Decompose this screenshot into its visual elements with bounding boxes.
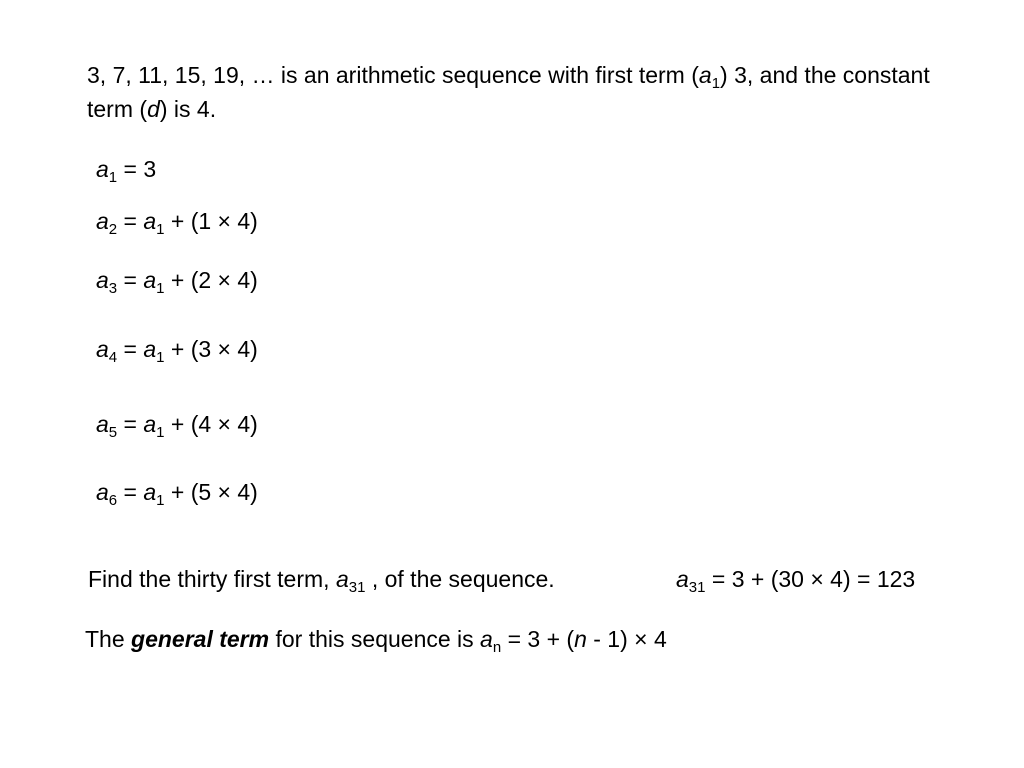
intro-text-3: ) is 4. — [159, 96, 217, 122]
intro-d-var: d — [147, 96, 160, 122]
term-rhs: = 3 — [123, 156, 157, 182]
term-equation-1 — [96, 152, 156, 186]
first-term-var: a — [143, 479, 157, 505]
first-term-var: a — [143, 208, 157, 234]
general-text-3: = 3 + ( — [501, 626, 575, 652]
intro-text-2: ) 3, and the constant term ( — [87, 62, 930, 122]
term-var: a — [96, 156, 109, 182]
first-term-subscript: 1 — [156, 280, 165, 297]
first-term-subscript: 1 — [156, 221, 165, 238]
question-subscript: 31 — [348, 579, 366, 596]
answer-subscript: 31 — [688, 579, 706, 596]
intro-a-subscript: 1 — [711, 75, 721, 92]
term-rhs: + (3 × 4) — [164, 336, 258, 362]
term-var: a — [96, 267, 109, 293]
term-var: a — [96, 479, 109, 505]
term-subscript: 4 — [108, 349, 118, 366]
term-rhs: + (4 × 4) — [164, 411, 258, 437]
term-equals: = — [117, 267, 144, 293]
term-rhs: + (2 × 4) — [164, 267, 258, 293]
term-equals: = — [117, 411, 144, 437]
general-text-1: The — [85, 626, 132, 652]
first-term-var: a — [143, 411, 157, 437]
first-term-var: a — [143, 336, 157, 362]
answer-rhs: = 3 + (30 × 4) = 123 — [705, 566, 916, 592]
term-equation-4 — [96, 332, 258, 366]
term-var: a — [96, 336, 109, 362]
answer-equation — [676, 562, 915, 596]
general-text-4: - 1) × 4 — [586, 626, 667, 652]
general-term-emphasis: general term — [131, 626, 270, 652]
intro-text-1: 3, 7, 11, 15, 19, … is an arithmetic sequence with first term ( — [87, 62, 699, 88]
term-var: a — [96, 208, 109, 234]
term-equals: = — [117, 208, 144, 234]
question-text-2: , of the sequence. — [365, 566, 555, 592]
general-subscript: n — [492, 639, 502, 656]
first-term-subscript: 1 — [156, 492, 165, 509]
intro-paragraph — [87, 58, 957, 126]
first-term-subscript: 1 — [156, 349, 165, 366]
term-equation-6 — [96, 475, 258, 509]
term-rhs: + (1 × 4) — [164, 208, 258, 234]
term-equation-2 — [96, 204, 258, 238]
answer-var: a — [676, 566, 689, 592]
general-text-2: for this sequence is — [269, 626, 481, 652]
term-rhs: + (5 × 4) — [164, 479, 258, 505]
term-subscript: 3 — [108, 280, 118, 297]
term-subscript: 1 — [108, 169, 118, 186]
term-subscript: 5 — [108, 424, 118, 441]
question-var: a — [335, 566, 349, 592]
term-var: a — [96, 411, 109, 437]
intro-a-var: a — [698, 62, 712, 88]
first-term-var: a — [143, 267, 157, 293]
question-text — [88, 562, 555, 596]
general-n-var: n — [574, 626, 587, 652]
term-equation-5 — [96, 407, 258, 441]
term-subscript: 2 — [108, 221, 118, 238]
term-subscript: 6 — [108, 492, 118, 509]
first-term-subscript: 1 — [156, 424, 165, 441]
term-equation-3 — [96, 263, 258, 297]
term-equals: = — [117, 479, 144, 505]
question-text-1: Find the thirty first term, — [88, 566, 336, 592]
term-equals: = — [117, 336, 144, 362]
general-term-statement — [85, 622, 667, 656]
general-var: a — [480, 626, 493, 652]
